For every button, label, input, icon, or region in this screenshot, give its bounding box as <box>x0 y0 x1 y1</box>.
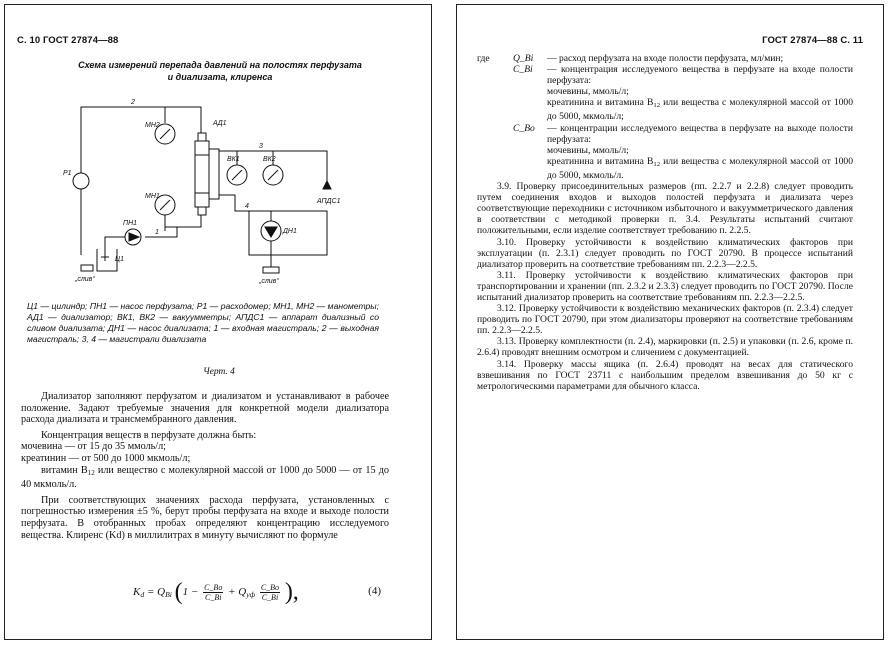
section-3-14: 3.14. Проверку массы ящика (п. 2.6.4) проводят на весах для статического взвешивания по ГОСТ 23711 с наибольшим пределом взвешивания до 50 кг с метрологическими параметрами для обычного класса. <box>477 358 853 392</box>
flowmeter-r1-circle <box>73 173 89 189</box>
label-apds1: АПДС1 <box>317 198 341 205</box>
dialyzer-ad1-body <box>195 141 209 207</box>
section-3-13: 3.13. Проверку комплектности (п. 2.4), маркировки (п. 2.5) и упаковки (п. 2.6, кроме п. 2.6.4) проводят внешним осмотром и сличением с документацией. <box>477 336 853 359</box>
formula-fraction-1: $\frac{C\_Bo}{C\_Bi}$ <box>204 583 223 602</box>
label-line-3: 3 <box>259 143 263 150</box>
label-pn1: ПН1 <box>123 220 138 227</box>
label-sliv-1: „слив“ <box>75 276 95 283</box>
formula-number: (4) <box>368 585 381 597</box>
measurement-scheme-diagram <box>5 5 433 305</box>
label-ad1: АД1 <box>213 120 227 127</box>
label-line-2: 2 <box>131 99 135 106</box>
diagram-legend: Ц1 — цилиндр; ПН1 — насос перфузата; Р1 — расходомер; МН1, МН2 — манометры; АД1 — диализатор; ВК1, ВК2 — вакуумметры; АПДС1 — аппарат диализный со сливом диализата; ДН1 — насос диализата; 1 — входная магистраль; 2 — выходная магистраль; 3, 4 — магистрали диализата <box>27 301 379 344</box>
right-page-header: ГОСТ 27874—88 С. 11 <box>762 35 863 46</box>
definition-c-bi: C_Bi — концентрация исследуемого вещества в перфузате на входе полости перфузата: мочевины, ммоль/л; креатинина и витамина $B_{12}$ или вещества с молекулярной массой от 1000 до 5000, мкмоль/л; <box>513 64 854 123</box>
caption-line-1: Схема измерений перепада давлений на полостях перфузата <box>78 60 362 70</box>
section-3-10: 3.10. Проверку устойчивости к воздействию климатических факторов при эксплуатации (п. 2.3.1) следует проводить по ГОСТ 20790. В процессе испытаний диализатор проверить на соответствие требованиям пп. 2.2.3—2.2.5. <box>477 236 853 270</box>
label-sliv-2: „слив“ <box>259 278 279 285</box>
label-line-4: 4 <box>245 203 249 210</box>
para-creatinine: креатинин — от 500 до 1000 мкмоль/л; <box>21 452 191 464</box>
left-page: С. 10 ГОСТ 27874—88 Схема измерений перепада давлений на полостях перфузата и диализата, клиренса 2 3 1 4 МН2 АД1 ВК1 ВК2 Р1 МН1 ПН1 Ц1 АПДС1 ДН1 „слив“ „слив“ Ц1 — цилиндр; ПН1 — насос перфузата; Р1 — расходомер; МН1, МН2 — манометры; АД1 — диализатор; ВК1, ВК2 — вакуумметры; АПДС1 — аппарат диализный со сливом диализата; ДН1 — насос диализата; 1 — входная магистраль; 2 — выходная магистраль; 3, 4 — магистрали диализата Черт. 4 Диализатор заполняют перфузатом и диализатом и устанавливают в рабочее положение. Задают требуемые значения для конкретной модели диализатора расхода диализата и трансмембранного давления. Концентрация веществ в перфузате должна быть: мочевина — от 15 до 35 ммоль/л; креатинин — от 500 до 1000 мкмоль/л; витамин $B_{12}$ или вещество с молекулярной массой от 1000 до 5000 — от 15 до 40 мкмоль/л. При соответствующих значениях расхода перфузата, установленных с погрешностью измерения ±5 %, берут пробы перфузата на входе и выходе полости перфузата. В отобранных пробах определяют концентрацию исследуемого вещества. Клиренс (Kd) в миллилитрах в минуту вычисляют по формуле $K_d = Q_{Bi}$ (1 − $\frac{C\_Bo}{C\_Bi}$ + $Q_{уф}$ $\frac{C\_Bo}{C\_Bi}$ ), (4) <box>4 4 432 640</box>
label-r1: Р1 <box>63 170 72 177</box>
section-3-11: 3.11. Проверку устойчивости к воздействию климатических факторов при транспортировании и хранении (пп. 2.3.2 и 2.3.3) следует проводить по ГОСТ 20790. После испытаний диализатор проверить на соответствие требованиям пп. 2.2.3—2.2.5. <box>477 269 853 303</box>
definition-q-bi: где Q_Bi — расход перфузата на входе полости перфузата, мл/мин; <box>477 53 784 64</box>
label-vk1: ВК1 <box>227 156 240 163</box>
caption-line-2: и диализата, клиренса <box>167 72 273 82</box>
para-urea: мочевина — от 15 до 35 ммоль/л; <box>21 441 167 453</box>
para-vitamin: витамин $B_{12}$ или вещество с молекулярной массой от 1000 до 5000 — от 15 до 40 мкмоль/л. <box>21 464 389 491</box>
para-clearance: При соответствующих значениях расхода перфузата, установленных с погрешностью измерения ±5 %, берут пробы перфузата на входе и выходе полости перфузата. В отобранных пробах определяют концентрацию исследуемого вещества. Клиренс (Kd) в миллилитрах в минуту вычисляют по формуле <box>21 494 389 541</box>
left-page-header: С. 10 ГОСТ 27874—88 <box>17 35 119 46</box>
left-body-text <box>21 391 389 541</box>
section-3-9: 3.9. Проверку присоединительных размеров (пп. 2.2.7 и 2.2.8) следует проводить путем соединения входов и выходов полостей перфузата и диализата через соответствующие переходники с источником избыточного и вакуумметрического давления в соответствии с методикой проверки п. 3.4. Результаты испытаний считают положительными, если изделие соответствует требованию п. 2.2.5. <box>477 181 853 237</box>
label-c1: Ц1 <box>115 256 124 263</box>
label-dn1: ДН1 <box>283 228 297 235</box>
right-page <box>456 4 884 640</box>
label-mn1: МН1 <box>145 193 160 200</box>
figure-number: Черт. 4 <box>203 367 235 377</box>
cylinder-c1-shape <box>97 249 117 271</box>
line-2-path <box>81 107 201 173</box>
para-fill-dialyzer: Диализатор заполняют перфузатом и диализатом и устанавливают в рабочее положение. Задают требуемые значения для конкретной модели диализатора расхода диализата и трансмембранного давления. <box>21 391 389 426</box>
para-concentration-intro: Концентрация веществ в перфузате должна быть: <box>41 429 257 441</box>
right-body-text <box>477 53 853 392</box>
definition-c-bo: C_Bo — концентрации исследуемого вещества в перфузате на выходе полости перфузата: мочевины, ммоль/л; креатинина и витамина $B_{12}$ или вещества с молекулярной массой от 1000 до 5000, мкмоль/л. <box>513 122 854 181</box>
section-3-12: 3.12. Проверку устойчивости к воздействию механических факторов (п. 2.3.4) следует проводить по ГОСТ 20790, при этом диализаторы проверяют на соответствие требованиям пп. 2.2.3—2.2.5. <box>477 303 853 337</box>
label-mn2: МН2 <box>145 122 160 129</box>
formula-fraction-2: $\frac{C\_Bo}{C\_Bi}$ <box>260 583 280 602</box>
label-line-1: 1 <box>155 229 159 236</box>
label-vk2: ВК2 <box>263 156 276 163</box>
